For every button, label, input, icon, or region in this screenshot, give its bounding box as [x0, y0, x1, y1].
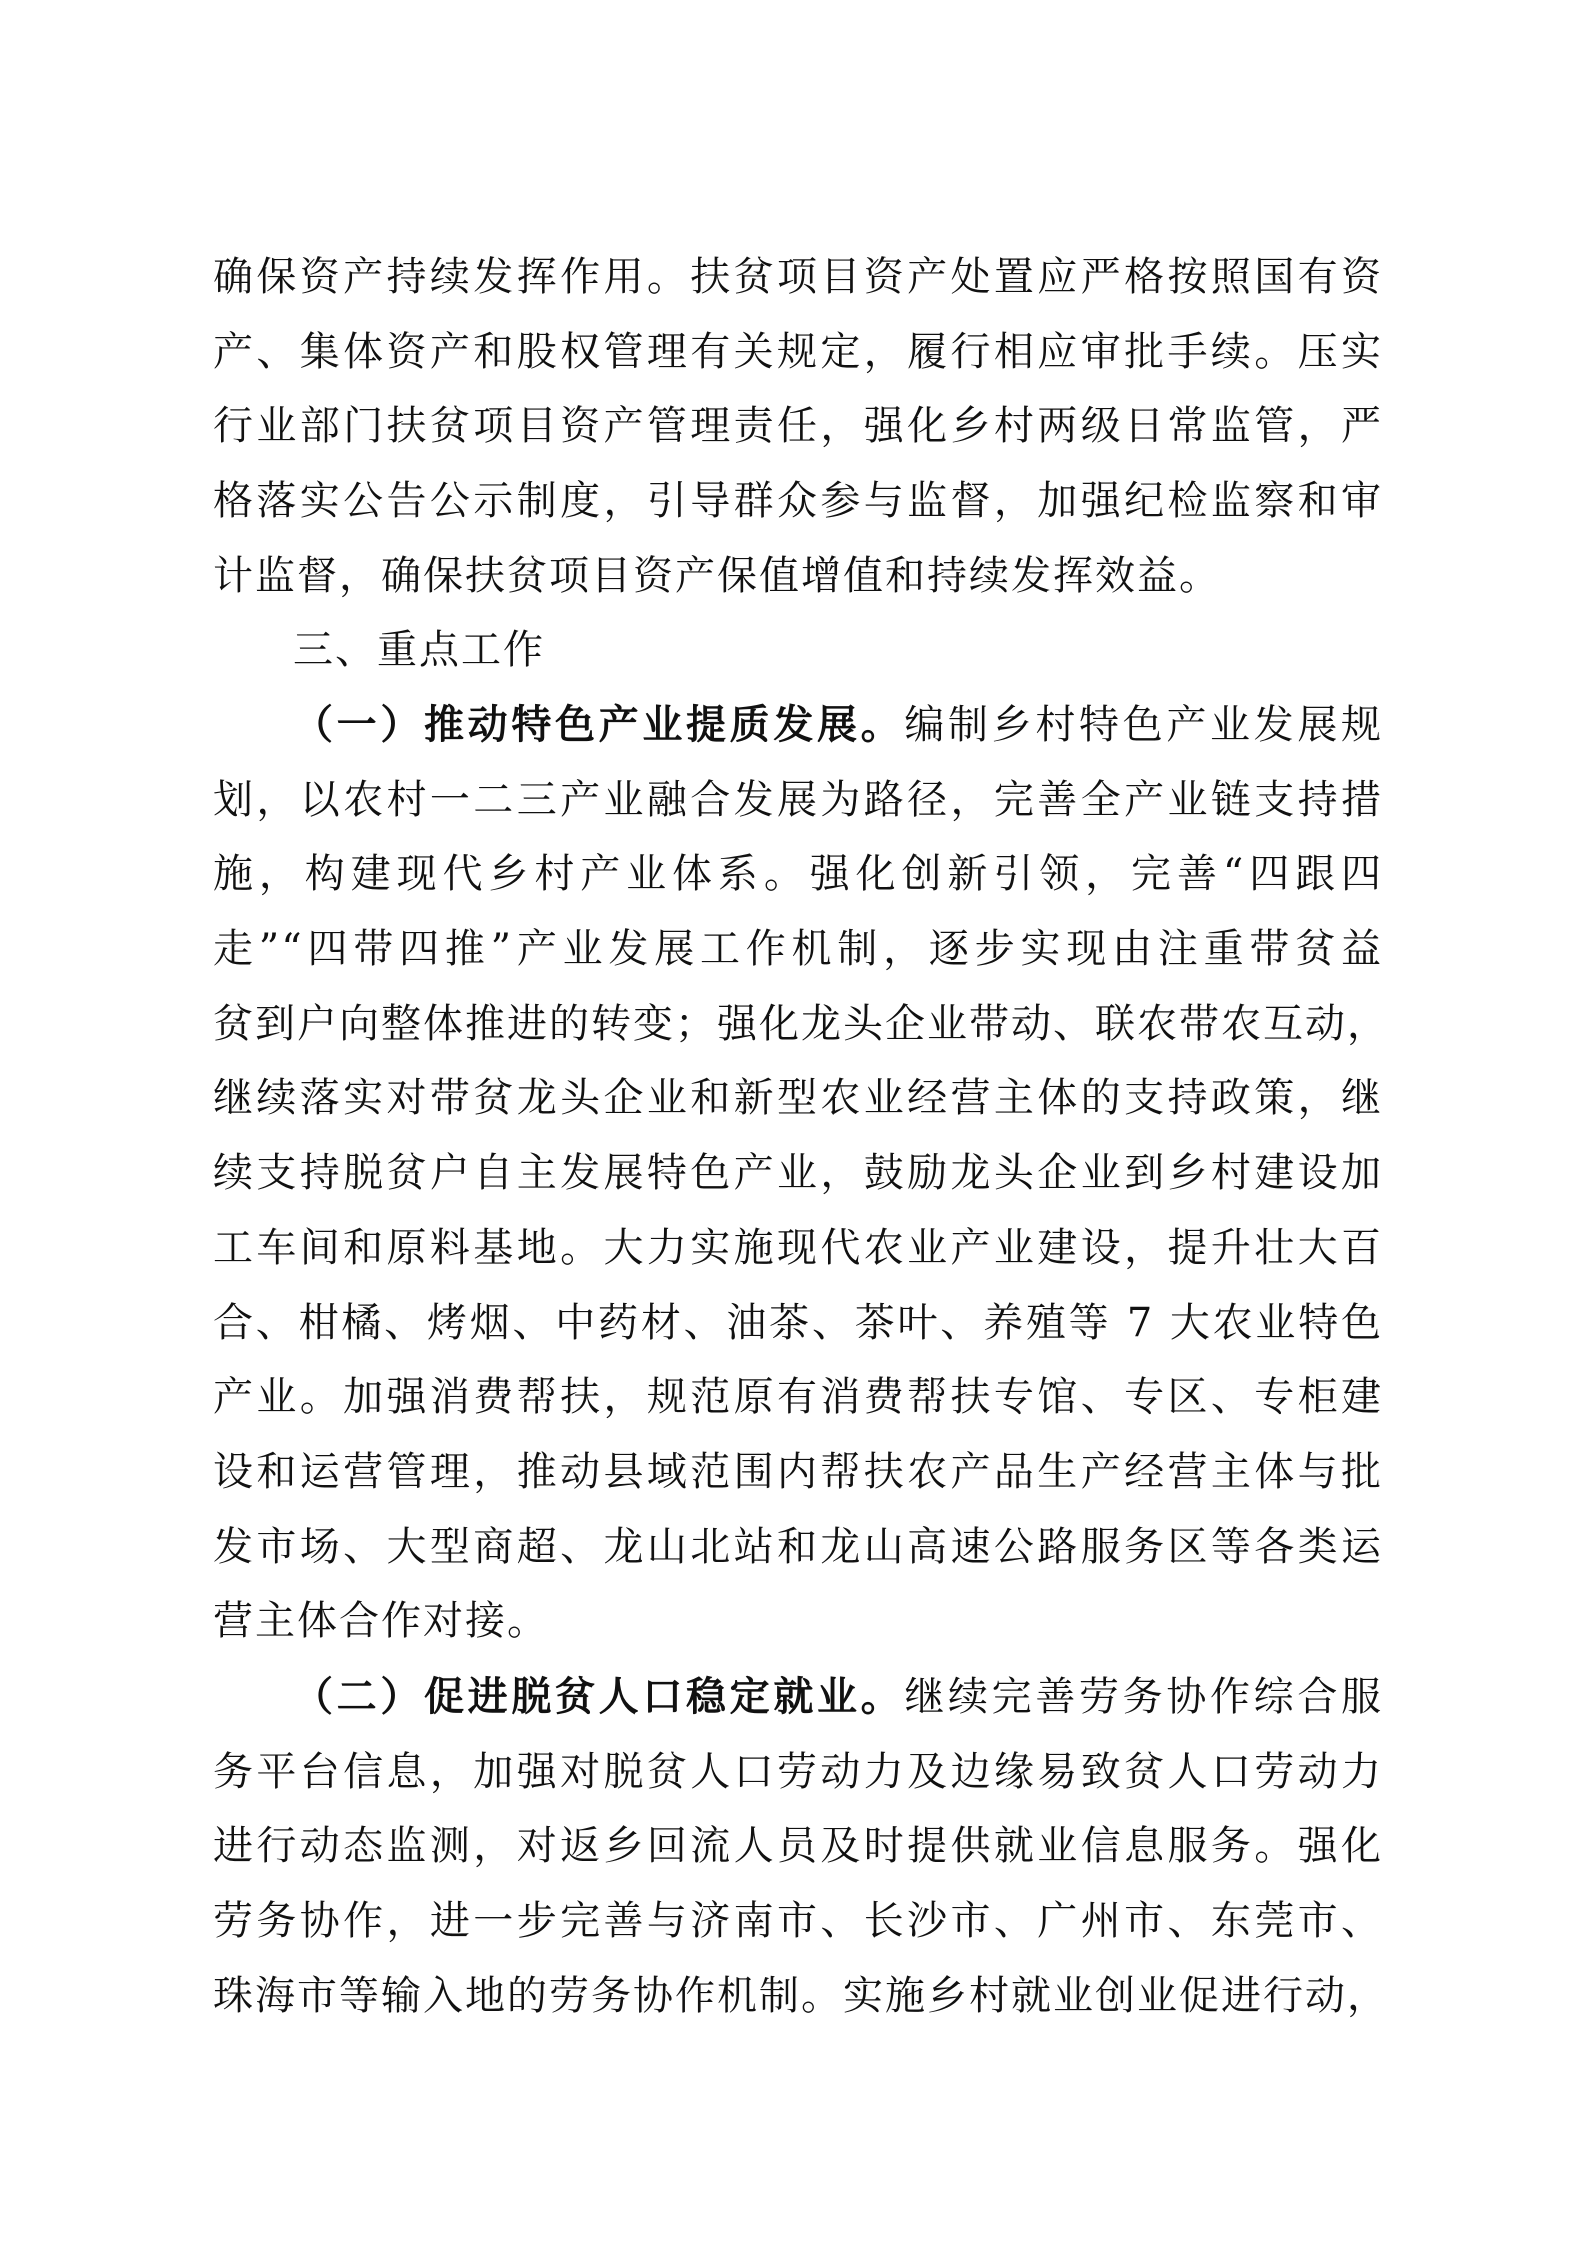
paragraph-employment — [213, 1660, 1389, 2033]
text-line: 产业。加强消费帮扶，规范原有消费帮扶专馆、专区、专柜建 — [213, 1374, 1383, 1421]
text-line: 合、柑橘、烤烟、中药材、油茶、茶叶、养殖等 7 大农业特色 — [213, 1299, 1383, 1346]
text-fragment: 编制乡村特色产业发展规 — [904, 702, 1384, 748]
text-line-first — [213, 1660, 1383, 1735]
text-line: 工车间和原料基地。大力实施现代农业产业建设，提升壮大百 — [213, 1224, 1383, 1271]
text-line: 发市场、大型商超、龙山北站和龙山高速公路服务区等各类运 — [213, 1523, 1383, 1570]
text-line: 珠海市等输入地的劳务协作机制。实施乡村就业创业促进行动， — [213, 1972, 1389, 2019]
paragraph-industry-development — [213, 688, 1389, 1659]
section-heading: 三、重点工作 — [293, 627, 545, 673]
text-line: 产、集体资产和股权管理有关规定，履行相应审批手续。压实 — [213, 328, 1383, 375]
text-line: 继续落实对带贫龙头企业和新型农业经营主体的支持政策，继 — [213, 1075, 1383, 1122]
text-line: 计监督，确保扶贫项目资产保值增值和持续发挥效益。 — [213, 552, 1221, 599]
text-line: 格落实公告公示制度，引导群众参与监督，加强纪检监察和审 — [213, 478, 1383, 525]
text-line: 行业部门扶贫项目资产管理责任，强化乡村两级日常监管，严 — [213, 403, 1383, 450]
subsection-title: （二）促进脱贫人口稳定就业。 — [293, 1673, 905, 1720]
subsection-title: （一）推动特色产业提质发展。 — [293, 701, 905, 748]
text-line: 走”“四带四推”产业发展工作机制，逐步实现由注重带贫益 — [213, 926, 1383, 973]
text-line: 续支持脱贫户自主发展特色产业，鼓励龙头企业到乡村建设加 — [213, 1150, 1383, 1197]
text-line: 进行动态监测，对返乡回流人员及时提供就业信息服务。强化 — [213, 1823, 1383, 1870]
text-line: 划，以农村一二三产业融合发展为路径，完善全产业链支持措 — [213, 776, 1383, 823]
text-line: 营主体合作对接。 — [213, 1598, 549, 1645]
text-line: 贫到户向整体推进的转变；强化龙头企业带动、联农带农互动， — [213, 1000, 1389, 1047]
paragraph-asset-management — [213, 240, 1383, 613]
text-line: 劳务协作，进一步完善与济南市、长沙市、广州市、东莞市、 — [213, 1898, 1383, 1945]
text-line: 施，构建现代乡村产业体系。强化创新引领，完善“四跟四 — [213, 851, 1383, 898]
text-fragment: 继续完善劳务协作综合服 — [904, 1674, 1384, 1720]
section-heading-block — [213, 613, 1383, 688]
text-line: 务平台信息，加强对脱贫人口劳动力及边缘易致贫人口劳动力 — [213, 1748, 1383, 1795]
text-line-first — [213, 688, 1383, 763]
text-line: 确保资产持续发挥作用。扶贫项目资产处置应严格按照国有资 — [213, 254, 1383, 300]
text-line: 设和运营管理，推动县域范围内帮扶农产品生产经营主体与批 — [213, 1448, 1383, 1495]
